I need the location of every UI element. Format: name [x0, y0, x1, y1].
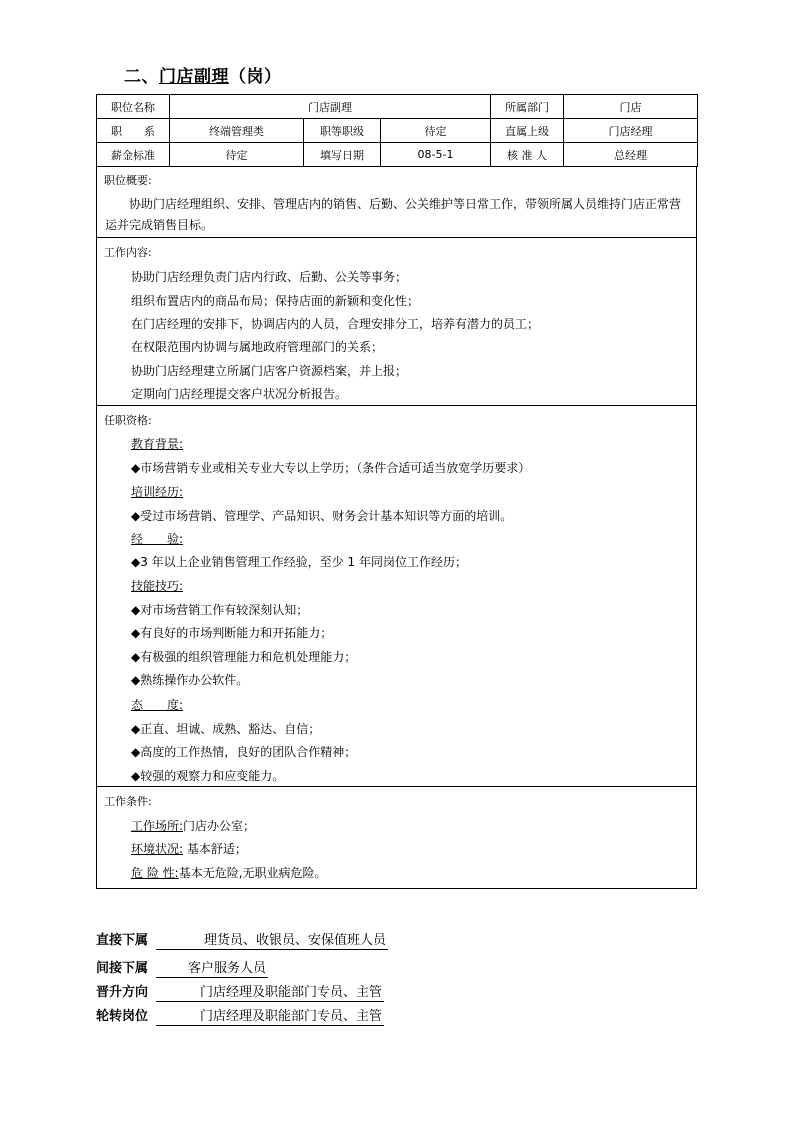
value-grade: 待定 — [381, 119, 491, 143]
label-approver: 核 准 人 — [491, 143, 564, 167]
work-place-label: 工作场所: — [131, 819, 184, 833]
attitude-label: 态 度: — [131, 698, 184, 712]
rotation-positions-value: 门店经理及职能部门专员、主管 — [156, 1009, 384, 1026]
list-item: ◆有极强的组织管理能力和危机处理能力； — [131, 650, 357, 664]
skills-label: 技能技巧: — [131, 579, 184, 593]
duties-section — [96, 238, 697, 406]
list-item: 协助门店经理建立所属门店客户资源档案，并上报； — [131, 364, 408, 378]
environment-value: 基本舒适； — [183, 842, 247, 856]
list-item: 在门店经理的安排下，协调店内的人员，合理安排分工，培养有潜力的员工； — [131, 317, 540, 331]
risk-label: 危 险 性: — [131, 866, 179, 880]
label-fill-date: 填写日期 — [304, 143, 381, 167]
label-supervisor: 直属上级 — [491, 119, 564, 143]
value-job-family: 终端管理类 — [170, 119, 304, 143]
indirect-reports — [96, 957, 268, 978]
indirect-reports-value: 客户服务人员 — [156, 961, 268, 978]
risk — [131, 864, 327, 881]
conditions-heading: 工作条件: — [104, 795, 152, 808]
page-title — [124, 62, 282, 87]
list-item: ◆3 年以上企业销售管理工作经验，至少 1 年同岗位工作经历； — [131, 555, 467, 569]
table-row — [97, 95, 698, 119]
overview-section — [96, 166, 697, 238]
list-item: ◆较强的观察力和应变能力。 — [131, 769, 285, 783]
indirect-reports-label: 间接下属 — [96, 961, 149, 976]
risk-value: 基本无危险,无职业病危险。 — [178, 866, 327, 880]
conditions-section — [96, 787, 697, 889]
job-info-table — [96, 94, 698, 167]
value-position-name: 门店副理 — [170, 95, 491, 119]
table-row — [97, 119, 698, 143]
work-place — [131, 817, 255, 834]
environment-label: 环境状况: — [131, 842, 184, 856]
title-prefix: 二、 — [124, 67, 159, 87]
list-item: ◆有良好的市场判断能力和开拓能力； — [131, 626, 333, 640]
promotion-path-value: 门店经理及职能部门专员、主管 — [156, 985, 384, 1002]
list-item: 在权限范围内协调与属地政府管理部门的关系； — [131, 340, 384, 354]
work-place-value: 门店办公室； — [183, 819, 256, 833]
list-item: ◆受过市场营销、管理学、产品知识、财务会计基本知识等方面的培训。 — [131, 509, 513, 523]
label-salary: 薪金标准 — [97, 143, 170, 167]
rotation-positions-label: 轮转岗位 — [96, 1009, 149, 1024]
overview-text: 协助门店经理组织、安排、管理店内的销售、后勤、公关维护等日常工作，带领所属人员维持门店正常营运并完成销售目标。 — [105, 197, 682, 232]
value-supervisor: 门店经理 — [564, 119, 698, 143]
direct-reports — [96, 929, 388, 950]
qualifications-section — [96, 406, 697, 787]
value-approver: 总经理 — [564, 143, 698, 167]
promotion-path — [96, 981, 384, 1002]
table-row — [97, 143, 698, 167]
rotation-positions — [96, 1005, 384, 1026]
list-item: 协助门店经理负责门店内行政、后勤、公关等事务； — [131, 270, 408, 284]
education-label: 教育背景: — [131, 437, 184, 451]
environment — [131, 840, 247, 857]
direct-reports-value: 理货员、收银员、安保值班人员 — [156, 933, 388, 950]
list-item: ◆高度的工作热情，良好的团队合作精神； — [131, 745, 357, 759]
list-item: ◆市场营销专业或相关专业大专以上学历；（条件合适可适当放宽学历要求） — [131, 461, 531, 475]
title-main: 门店副理 — [159, 67, 229, 87]
duties-heading: 工作内容: — [104, 246, 152, 259]
title-suffix: （岗） — [229, 67, 282, 87]
list-item: 定期向门店经理提交客户状况分析报告。 — [131, 387, 348, 401]
list-item: 组织布置店内的商品布局；保持店面的新颖和变化性； — [131, 294, 420, 308]
label-position-name: 职位名称 — [97, 95, 170, 119]
list-item: ◆正直、坦诚、成熟、豁达、自信； — [131, 722, 321, 736]
overview-heading: 职位概要: — [104, 174, 152, 187]
value-department: 门店 — [564, 95, 698, 119]
training-label: 培训经历: — [131, 485, 184, 499]
label-job-family: 职 系 — [97, 119, 170, 143]
list-item: ◆熟练操作办公软件。 — [131, 673, 249, 687]
value-fill-date: 08-5-1 — [381, 143, 491, 167]
label-grade: 职等职级 — [304, 119, 381, 143]
experience-label: 经 验: — [131, 532, 184, 546]
promotion-path-label: 晋升方向 — [96, 985, 149, 1000]
label-department: 所属部门 — [491, 95, 564, 119]
direct-reports-label: 直接下属 — [96, 933, 149, 948]
list-item: ◆对市场营销工作有较深刻认知； — [131, 603, 309, 617]
qualifications-heading: 任职资格: — [104, 414, 152, 427]
value-salary: 待定 — [170, 143, 304, 167]
